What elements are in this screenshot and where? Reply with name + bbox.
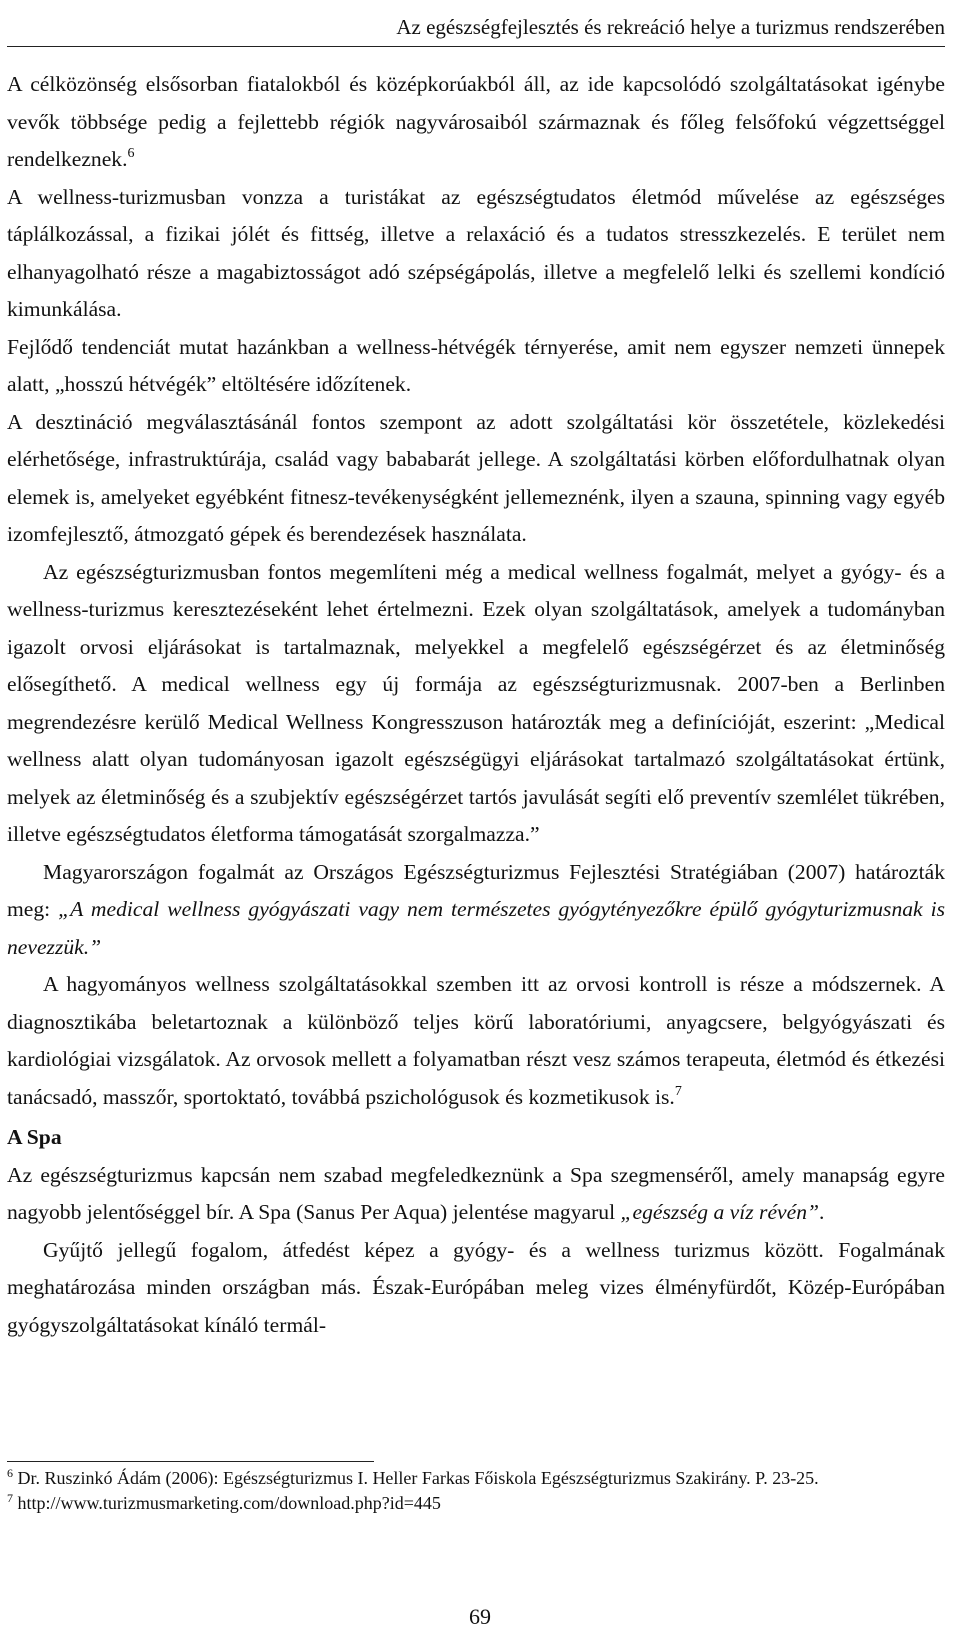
running-header: Az egészségfejlesztés és rekreáció helye a turizmus rendszerében: [396, 15, 945, 39]
paragraph-destination: A desztináció megválasztásánál fontos szempont az adott szolgáltatási kör összetétele, közlekedési elérhetősége, infrastruktúrája, család vagy bababarát jellege. A szolgáltatási körben előfordulhatnak olyan elemek is, amelyeket egyébként fitnesz-tevékenységként jellemeznénk, ilyen a szauna, spinning vagy egyéb izomfejlesztő, átmozgató gépek és berendezések használata.: [7, 409, 945, 546]
paragraph-hungary-strategy-text: Magyarországon fogalmát az Országos Egészségturizmus Fejlesztési Stratégiában (2007) határozták meg:: [7, 859, 945, 921]
section-heading-spa: A Spa: [7, 1125, 62, 1149]
paragraph-spa-intro-end: .: [819, 1200, 825, 1224]
paragraph-wellness: A wellness-turizmusban vonzza a turistákat az egészségtudatos életmód művelése az egészséges táplálkozással, a fizikai jólét és fittség, illetve a relaxáció és a tudatos stresszkezelés. E terület nem elhanyagolható része a magabiztosságot adó szépségápolás, illetve a megfelelő lelki és szellemi kondíció kimunkálása.: [7, 184, 945, 321]
paragraph-spa-concept: Gyűjtő jellegű fogalom, átfedést képez a gyógy- és a wellness turizmus között. Fogalmának meghatározása minden országban más. Észak-Európában meleg vizes élményfürdőt, Közép-Európában gyógyszolgáltatásokat kínáló termál-: [7, 1237, 945, 1337]
paragraph-spa-intro-text: Az egészségturizmus kapcsán nem szabad megfeledkeznünk a Spa szegmenséről, amely manapság egyre nagyobb jelentőséggel bír. A Spa (Sanus Per Aqua) jelentése magyarul: [7, 1162, 945, 1224]
paragraph-hungary-strategy: [7, 854, 945, 967]
footnote-6: [7, 1466, 945, 1491]
paragraph-audience: [7, 66, 945, 179]
footnote-ref-6[interactable]: 6: [127, 146, 135, 161]
footnote-6-mark: 6: [7, 1466, 13, 1480]
footnote-7-mark: 7: [7, 1491, 13, 1505]
footnote-ref-7[interactable]: 7: [674, 1083, 682, 1099]
footnote-rule: [7, 1461, 374, 1462]
body-text: [7, 66, 945, 1344]
paragraph-weekends: Fejlődő tendenciát mutat hazánkban a wellness-hétvégék térnyerése, amit nem egyszer nemzeti ünnepek alatt, „hosszú hétvégék” eltöltésére időzítenek.: [7, 334, 945, 396]
footnote-7: [7, 1491, 945, 1516]
paragraph-audience-text: A célközönség elsősorban fiatalokból és középkorúakból áll, az ide kapcsolódó szolgáltatásokat igénybe vevők többsége pedig a fejlettebb régiók nagyvárosaiból származnak és főleg felsőfokú végzettséggel rendelkeznek.: [7, 72, 945, 171]
paragraph-spa-intro: [7, 1157, 945, 1232]
strategy-quote: „A medical wellness gyógyászati vagy nem természetes gyógytényezőkre épülő gyógyturizmusnak is nevezzük.”: [7, 897, 946, 959]
footnote-7-link[interactable]: http://www.turizmusmarketing.com/download.php?id=445: [13, 1493, 441, 1513]
footnotes: [7, 1466, 945, 1516]
paragraph-medical-control-text: A hagyományos wellness szolgáltatásokkal szemben itt az orvosi kontroll is része a módszernek. A diagnosztikába beletartoznak a különböző teljes körű laboratóriumi, anyagcsere, belgyógyászati és kardiológiai vizsgálatok. Az orvosok mellett a folyamatban részt vesz számos terapeuta, életmód és étkezési tanácsadó, masszőr, sportoktató, továbbá pszichológusok és kozmetikusok is.: [7, 972, 945, 1109]
footnote-6-text: Dr. Ruszinkó Ádám (2006): Egészségturizmus I. Heller Farkas Főiskola Egészségturizmus Szakirány. P. 23-25.: [13, 1468, 819, 1488]
paragraph-medical-control: [7, 966, 945, 1116]
page-number: 69: [469, 1604, 491, 1629]
header-rule: [7, 46, 945, 47]
paragraph-medical-wellness: Az egészségturizmusban fontos megemlíteni még a medical wellness fogalmát, melyet a gyógy- és a wellness-turizmus keresztezéseként lehet értelmezni. Ezek olyan szolgáltatások, amelyek a tudományban igazolt orvosi eljárásokat is tartalmaznak, melyekkel a megfelelő egészségérzet és az életminőség elősegíthető. A medical wellness egy új formája az egészségturizmusnak. 2007-ben a Berlinben megrendezésre kerülő Medical Wellness Kongresszuson határozták meg a definícióját, eszerint: „Medical wellness alatt olyan tudományosan igazolt egészségügyi eljárásokat tartalmazó szolgáltatásokat értünk, melyek az életminőség és a szubjektív egészségérzet tartós javulását segíti elő preventív szemlélet tükrében, illetve egészségtudatos életforma támogatását szorgalmazza.”: [7, 559, 945, 846]
spa-meaning: „egészség a víz révén”: [620, 1200, 820, 1224]
